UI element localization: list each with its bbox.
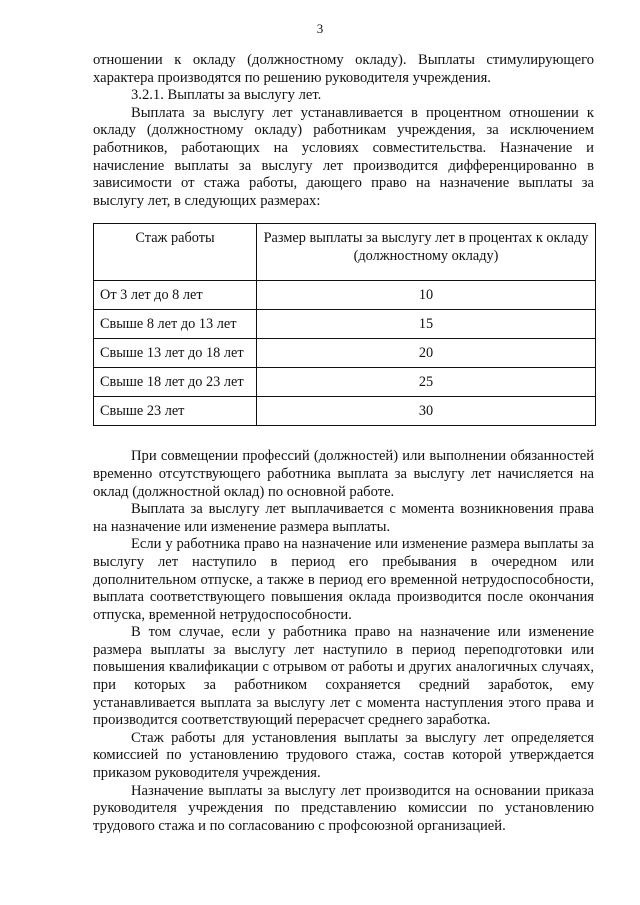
table-cell-percent: 20 bbox=[257, 339, 596, 368]
paragraph-continuation: отношении к окладу (должностному окладу). Выплаты стимулирующего характера производятся по решению руководителя учреждения. bbox=[93, 52, 594, 86]
section-heading: 3.2.1. Выплаты за выслугу лет. bbox=[131, 87, 322, 104]
page-number: 3 bbox=[316, 21, 324, 36]
table-cell-percent: 10 bbox=[257, 281, 596, 310]
table-row bbox=[94, 397, 596, 426]
table-cell-experience: Свыше 8 лет до 13 лет bbox=[94, 310, 257, 339]
paragraph: Если у работника право на назначение или изменение размера выплаты за выслугу лет наступило в период его пребывания в очередном или дополнительном отпуске, а также в период его временной нетрудоспособности, выплата соответствующего повышения оклада производится после окончания отпуска, временной нетрудоспособности. bbox=[93, 536, 594, 623]
table-row bbox=[94, 368, 596, 397]
paragraph: Назначение выплаты за выслугу лет производится на основании приказа руководителя учреждения по представлению комиссии по установлению трудового стажа и по согласованию с профсоюзной организацией. bbox=[93, 782, 594, 834]
table-header-percent: Размер выплаты за выслугу лет в процентах к окладу (должностному окладу) bbox=[257, 224, 596, 281]
table-cell-experience: Свыше 18 лет до 23 лет bbox=[94, 368, 257, 397]
table-row bbox=[94, 339, 596, 368]
table-row bbox=[94, 281, 596, 310]
paragraph: В том случае, если у работника право на назначение или изменение размера выплаты за выслугу лет наступило в период переподготовки или повышения квалификации с отрывом от работы и других аналогичных случаях, при которых за работником сохраняется средний заработок, ему устанавливается выплата за выслугу лет с момента наступления этого права и производится соответствующий перерасчет среднего заработка. bbox=[93, 624, 594, 729]
table-cell-percent: 15 bbox=[257, 310, 596, 339]
document-body bbox=[93, 52, 594, 835]
paragraph: При совмещении профессий (должностей) или выполнении обязанностей временно отсутствующего работника выплата за выслугу лет начисляется на оклад (должностной оклад) по основной работе. bbox=[93, 448, 594, 500]
table-header-experience: Стаж работы bbox=[94, 224, 257, 281]
table-row bbox=[94, 310, 596, 339]
table-cell-experience: От 3 лет до 8 лет bbox=[94, 281, 257, 310]
seniority-table bbox=[93, 223, 596, 426]
table-cell-percent: 25 bbox=[257, 368, 596, 397]
table-cell-percent: 30 bbox=[257, 397, 596, 426]
table-header-row bbox=[94, 224, 596, 281]
paragraph: Выплата за выслугу лет выплачивается с момента возникновения права на назначение или изменение размера выплаты. bbox=[93, 501, 594, 535]
paragraph: Стаж работы для установления выплаты за выслугу лет определяется комиссией по установлению трудового стажа, состав которой утверждается приказом руководителя учреждения. bbox=[93, 729, 594, 782]
paragraph: Выплата за выслугу лет устанавливается в процентном отношении к окладу (должностному окладу) работникам учреждения, за исключением работников, работающих на условиях совместительства. Назначение и начисление выплаты за выслугу лет производится дифференцированно в зависимости от стажа работы, дающего право на назначение выплаты за выслугу лет, в следующих размерах: bbox=[93, 104, 594, 209]
table-cell-experience: Свыше 13 лет до 18 лет bbox=[94, 339, 257, 368]
table-cell-experience: Свыше 23 лет bbox=[94, 397, 257, 426]
